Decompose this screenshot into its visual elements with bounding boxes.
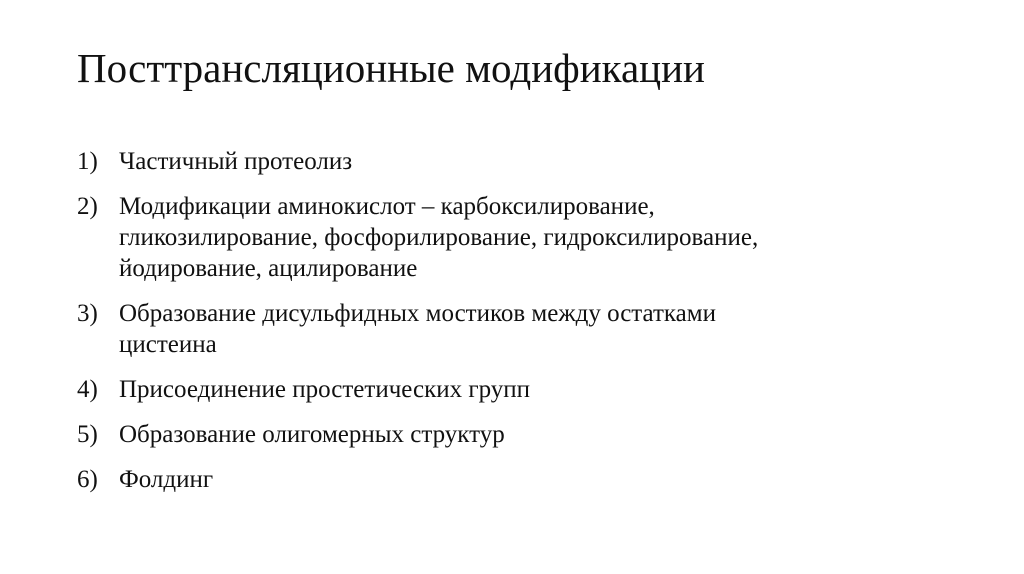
- list-item-line: Модификации аминокислот – карбоксилирование,: [119, 193, 655, 220]
- list-item-text: [119, 464, 957, 495]
- list-item-number: 6): [77, 466, 98, 493]
- list-item-text: [119, 374, 957, 405]
- list-item-line: Образование олигомерных структур: [119, 421, 505, 448]
- list-item-line: йодирование, ацилирование: [119, 255, 418, 282]
- list-item-text: [119, 191, 957, 284]
- list-item: [77, 464, 957, 495]
- list-item-text: [119, 298, 957, 360]
- list-item: [77, 419, 957, 450]
- list-item-text: [119, 146, 957, 177]
- list-item: [77, 146, 957, 177]
- modification-list: [77, 146, 957, 509]
- list-item-number: 3): [77, 300, 98, 327]
- list-item: [77, 191, 957, 284]
- list-item-line: Образование дисульфидных мостиков между остатками: [119, 300, 716, 327]
- list-item-number: 4): [77, 376, 98, 403]
- list-item-number: 2): [77, 193, 98, 220]
- list-item: [77, 374, 957, 405]
- list-item-line: цистеина: [119, 331, 217, 358]
- list-item-line: Частичный протеолиз: [119, 148, 353, 175]
- slide-title: Посттрансляционные модификации: [77, 45, 705, 91]
- list-item-line: гликозилирование, фосфорилирование, гидроксилирование,: [119, 224, 759, 251]
- list-item-text: [119, 419, 957, 450]
- list-item: [77, 298, 957, 360]
- list-item-number: 1): [77, 148, 98, 175]
- list-item-number: 5): [77, 421, 98, 448]
- list-item-line: Фолдинг: [119, 466, 214, 493]
- list-item-line: Присоединение простетических групп: [119, 376, 531, 403]
